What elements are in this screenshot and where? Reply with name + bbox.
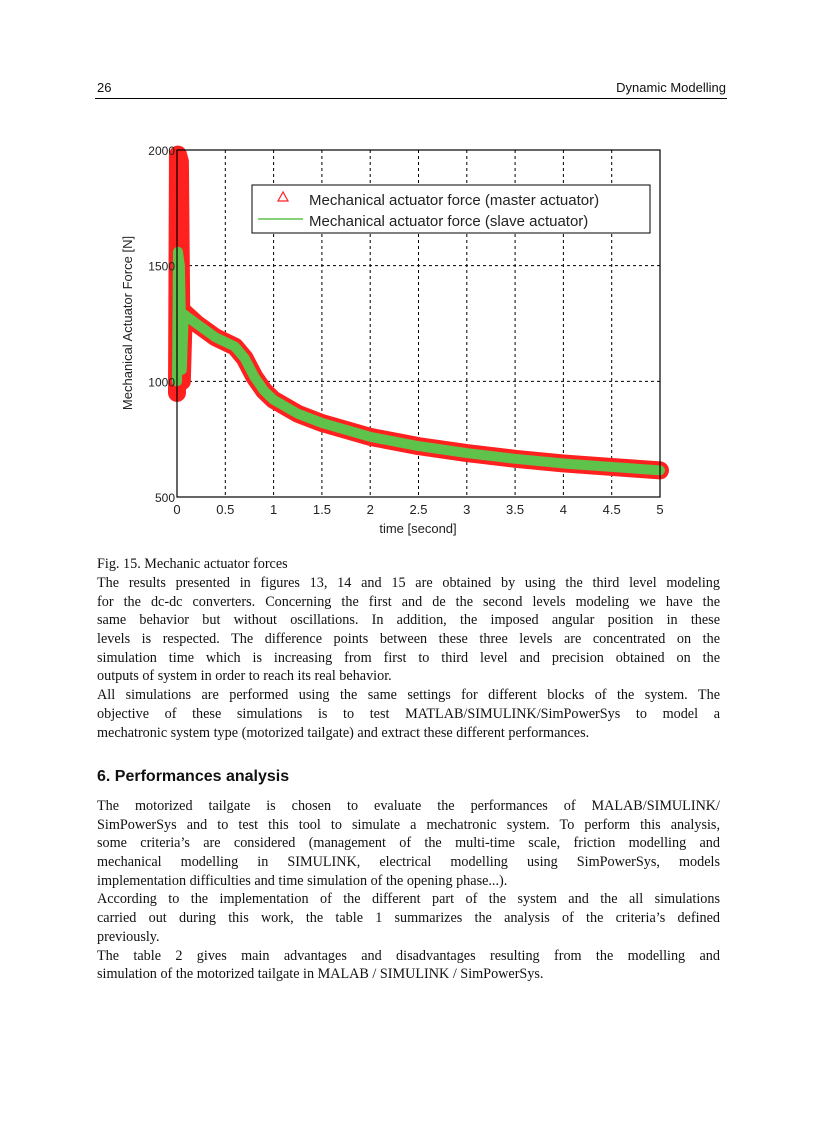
x-tick-label: 1.5 [312,502,331,517]
text-line: mechanical modelling in SIMULINK, electrical modelling using SimPowerSys, models [97,854,720,871]
text-line: simulation time which is increasing from first to third level and precision obtained on the [97,649,720,666]
x-tick-label: 2.5 [409,502,428,517]
text-line: some criteria’s are considered (management of the multi-time scale, friction modelling and [97,835,720,852]
legend [252,185,650,233]
running-title: Dynamic Modelling [616,80,726,95]
y-tick-label: 2000 [148,144,175,158]
page-number: 26 [97,80,112,95]
y-axis-label: Mechanical Actuator Force [N] [120,235,135,411]
x-tick-label: 3 [463,502,471,517]
x-tick-label: 3.5 [506,502,525,517]
x-tick-label: 4 [559,502,568,517]
x-tick-label: 1 [269,502,278,517]
text-line: mechatronic system type (motorized tailgate) and extract these different performances. [97,724,590,741]
text-line: The motorized tailgate is chosen to evaluate the performances of MALAB/SIMULINK/ [97,798,720,814]
header-rule [95,98,727,99]
y-tick-label: 500 [154,491,175,505]
text-line: previously. [97,928,160,945]
legend-master: Mechanical actuator force (master actuator) [309,192,600,209]
body-text-b [97,797,720,984]
x-axis-label: time [second] [379,521,457,536]
x-tick-label: 4.5 [602,502,621,517]
force-chart [100,140,680,545]
body-text-a [97,574,720,742]
text-line: simulation of the motorized tailgate in MALAB / SIMULINK / SimPowerSys. [97,966,544,983]
text-line: objective of these simulations is to test MATLAB/SIMULINK/SimPowerSys to model a [97,705,720,722]
text-line: According to the implementation of the different part of the system and the all simulations [97,891,720,908]
text-line: for the dc-dc converters. Concerning the first and de the second levels modeling we have the [97,593,720,610]
x-tick-label: 5 [656,502,664,517]
text-line: implementation difficulties and time simulation of the opening phase...). [97,872,508,889]
x-tick-label: 0 [173,502,181,517]
text-line: SimPowerSys and to test this tool to simulate a mechatronic system. To perform this analysis, [97,816,720,833]
x-tick-label: 0.5 [216,502,235,517]
text-line: levels is respected. The difference points between these three levels are concentrated on the [97,631,720,648]
legend-slave: Mechanical actuator force (slave actuator) [309,213,589,230]
section-heading: 6. Performances analysis [97,768,290,785]
text-line: All simulations are performed using the same settings for different blocks of the system. The [97,687,720,704]
figure-caption: Fig. 15. Mechanic actuator forces [97,556,288,572]
text-line: same behavior but without oscillations. In addition, the imposed angular position in these [97,612,720,629]
text-line: The results presented in figures 13, 14 and 15 are obtained by using the third level modeling [97,575,720,591]
text-line: carried out during this work, the table 1 summarizes the analysis of the criteria’s defined [97,910,720,927]
text-line: outputs of system in order to reach its real behavior. [97,668,392,685]
x-tick-label: 2 [366,502,374,517]
y-tick-label: 1000 [148,375,175,390]
text-line: The table 2 gives main advantages and disadvantages resulting from the modelling and [97,947,720,964]
y-tick-label: 1500 [148,259,175,274]
